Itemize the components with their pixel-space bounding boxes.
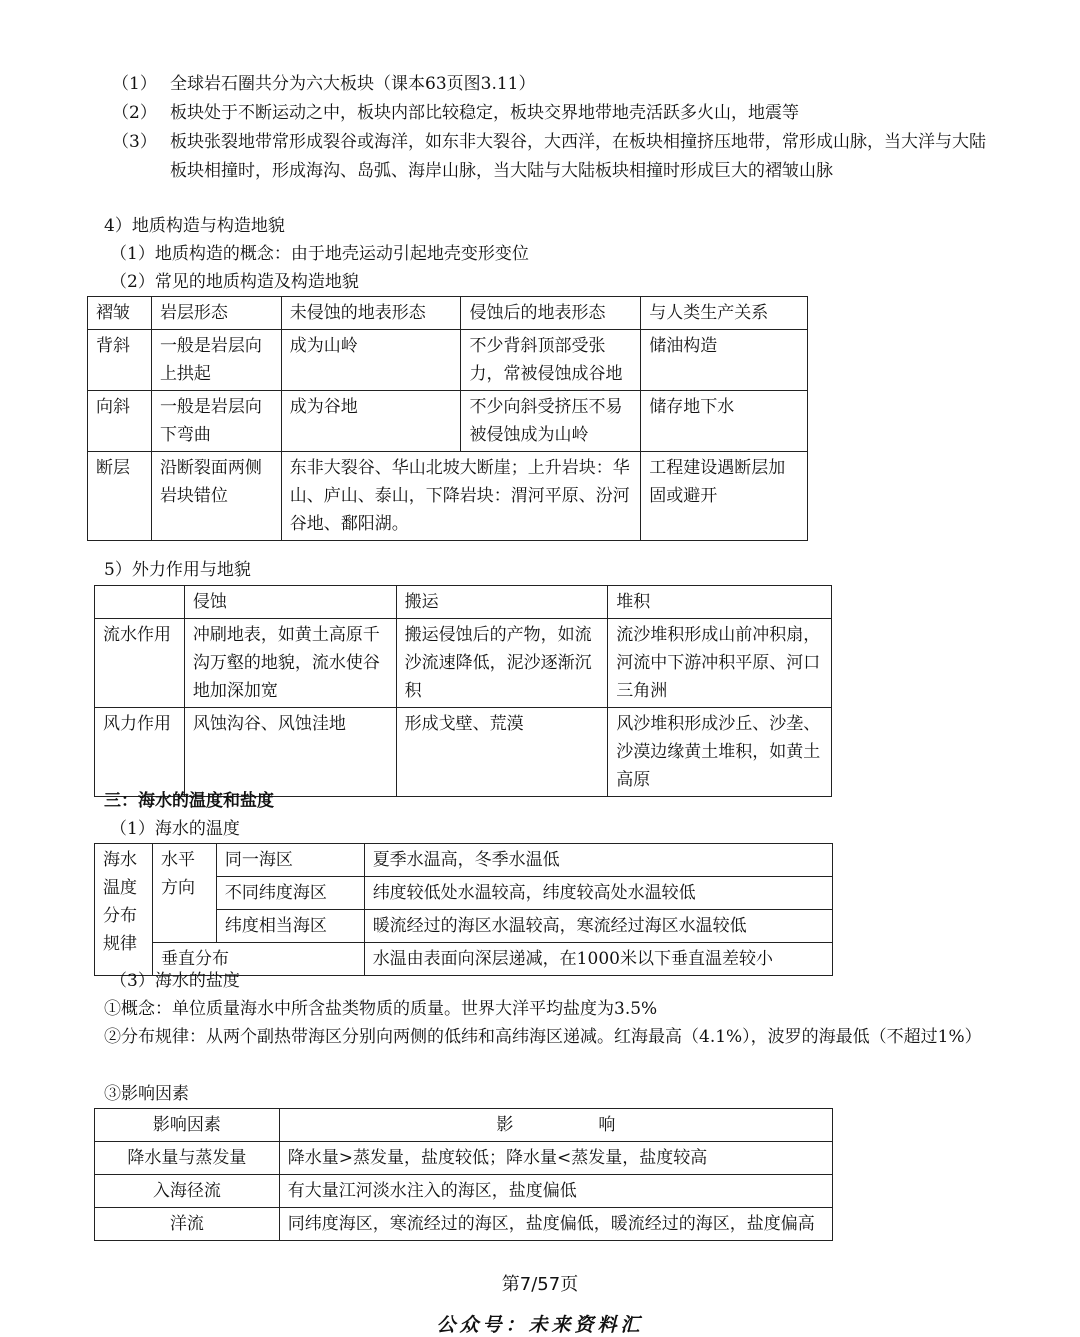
table-row [95, 1142, 833, 1175]
table-header-cell: 搬运 [396, 586, 608, 619]
list-text: 板块张裂地带常形成裂谷或海洋，如东非大裂谷，大西洋，在板块相撞挤压地带，常形成山脉，当大洋与大陆板块相撞时，形成海沟、岛弧、海岸山脉，当大陆与大陆板块相撞时形成巨大的褶皱山脉 [170, 132, 986, 181]
table-cell: 一般是岩层向上拱起 [151, 330, 281, 391]
table-cell: 洋流 [95, 1208, 280, 1241]
table-row [88, 330, 808, 391]
section5-heading: 5）外力作用与地貌 [104, 560, 251, 580]
table-cell: 垂直分布 [152, 943, 364, 976]
structure-concept: （1）地质构造的概念：由于地壳运动引起地壳变形变位 [110, 244, 529, 264]
table-row [88, 452, 808, 541]
table-cell: 不同纬度海区 [216, 877, 364, 910]
table-header-cell: 与人类生产关系 [641, 297, 808, 330]
table-cell: 不少向斜受挤压不易被侵蚀成为山岭 [461, 391, 641, 452]
table-cell: 风沙堆积形成沙丘、沙垄、沙漠边缘黄土堆积，如黄土高原 [608, 708, 832, 797]
table-cell: 同一海区 [216, 844, 364, 877]
table-cell: 搬运侵蚀后的产物，如流沙流速降低，泥沙逐渐沉积 [396, 619, 608, 708]
table-cell: 储油构造 [641, 330, 808, 391]
list-number: （2） [112, 103, 157, 123]
table-cell: 降水量与蒸发量 [95, 1142, 280, 1175]
salinity-concept: ①概念：单位质量海水中所含盐类物质的质量。世界大洋平均盐度为3.5% [104, 999, 658, 1019]
table-header-cell: 侵蚀 [184, 586, 396, 619]
table-cell: 同纬度海区，寒流经过的海区，盐度偏低，暖流经过的海区，盐度偏高 [279, 1208, 832, 1241]
watermark: 公众号：未来资料汇 [436, 1314, 644, 1336]
list-text: 全球岩石圈共分为六大板块（课本63页图3.11） [170, 74, 536, 94]
table-header-row [88, 297, 808, 330]
table-cell: 流水作用 [95, 619, 185, 708]
table-cell: 工程建设遇断层加固或避开 [641, 452, 808, 541]
temperature-heading: （1）海水的温度 [110, 819, 240, 839]
table-row [95, 619, 832, 708]
table-header-cell: 影 响 [279, 1109, 832, 1142]
structure-table [87, 296, 808, 541]
table-cell: 断层 [88, 452, 152, 541]
table-cell: 降水量>蒸发量，盐度较低；降水量<蒸发量，盐度较高 [279, 1142, 832, 1175]
table-cell: 沿断裂面两侧岩块错位 [151, 452, 281, 541]
table-cell: 一般是岩层向下弯曲 [151, 391, 281, 452]
salinity-distribution: ②分布规律：从两个副热带海区分别向两侧的低纬和高纬海区递减。红海最高（4.1%），波罗的海最低（不超过1%） [104, 1027, 982, 1047]
table-cell: 暖流经过的海区水温较高，寒流经过海区水温较低 [364, 910, 832, 943]
table-cell: 成为山岭 [281, 330, 461, 391]
table-cell: 海水温度分布规律 [95, 844, 153, 976]
salinity-factors-table [94, 1108, 833, 1241]
salinity-heading: （3）海水的盐度 [110, 971, 240, 991]
table-cell: 纬度较低处水温较高，纬度较高处水温较低 [364, 877, 832, 910]
table-cell: 成为谷地 [281, 391, 461, 452]
table-cell: 有大量江河淡水注入的海区，盐度偏低 [279, 1175, 832, 1208]
table-header-cell [95, 586, 185, 619]
table-cell: 风力作用 [95, 708, 185, 797]
list-number: （1） [112, 74, 157, 94]
table-header-row [95, 586, 832, 619]
table-cell: 入海径流 [95, 1175, 280, 1208]
list-text: 板块处于不断运动之中，板块内部比较稳定，板块交界地带地壳活跃多火山，地震等 [170, 103, 799, 123]
table-header-cell: 褶皱 [88, 297, 152, 330]
table-row [95, 708, 832, 797]
table-header-cell: 影响因素 [95, 1109, 280, 1142]
table-cell: 形成戈壁、荒漠 [396, 708, 608, 797]
temperature-table [94, 843, 833, 976]
table-cell: 流沙堆积形成山前冲积扇，河流中下游冲积平原、河口三角洲 [608, 619, 832, 708]
table-cell: 风蚀沟谷、风蚀洼地 [184, 708, 396, 797]
factors-heading: ③影响因素 [104, 1084, 189, 1104]
table-cell: 水温由表面向深层递减，在1000米以下垂直温差较小 [364, 943, 832, 976]
table-header-row [95, 1109, 833, 1142]
table-header-cell: 堆积 [608, 586, 832, 619]
section-title: 三：海水的温度和盐度 [104, 791, 274, 811]
table-cell: 纬度相当海区 [216, 910, 364, 943]
table-cell: 储存地下水 [641, 391, 808, 452]
table-header-cell: 岩层形态 [151, 297, 281, 330]
table-row [95, 1208, 833, 1241]
page-number: 第7/57页 [501, 1274, 579, 1295]
table-cell: 不少背斜顶部受张力，常被侵蚀成谷地 [461, 330, 641, 391]
table-cell: 东非大裂谷、华山北坡大断崖；上升岩块：华山、庐山、泰山，下降岩块：渭河平原、汾河谷地、鄱阳湖。 [281, 452, 640, 541]
table-header-cell: 侵蚀后的地表形态 [461, 297, 641, 330]
table-cell: 背斜 [88, 330, 152, 391]
table-row [95, 1175, 833, 1208]
table-header-cell: 未侵蚀的地表形态 [281, 297, 461, 330]
section4-heading: 4）地质构造与构造地貌 [104, 216, 285, 236]
list-number: （3） [112, 132, 157, 152]
table-cell: 向斜 [88, 391, 152, 452]
table-row [95, 844, 833, 877]
external-force-table [94, 585, 832, 797]
table-cell: 冲刷地表，如黄土高原千沟万壑的地貌，流水使谷地加深加宽 [184, 619, 396, 708]
table-cell: 水平方向 [152, 844, 216, 943]
table-row [88, 391, 808, 452]
table-cell: 夏季水温高，冬季水温低 [364, 844, 832, 877]
structure-common-heading: （2）常见的地质构造及构造地貌 [110, 272, 359, 292]
